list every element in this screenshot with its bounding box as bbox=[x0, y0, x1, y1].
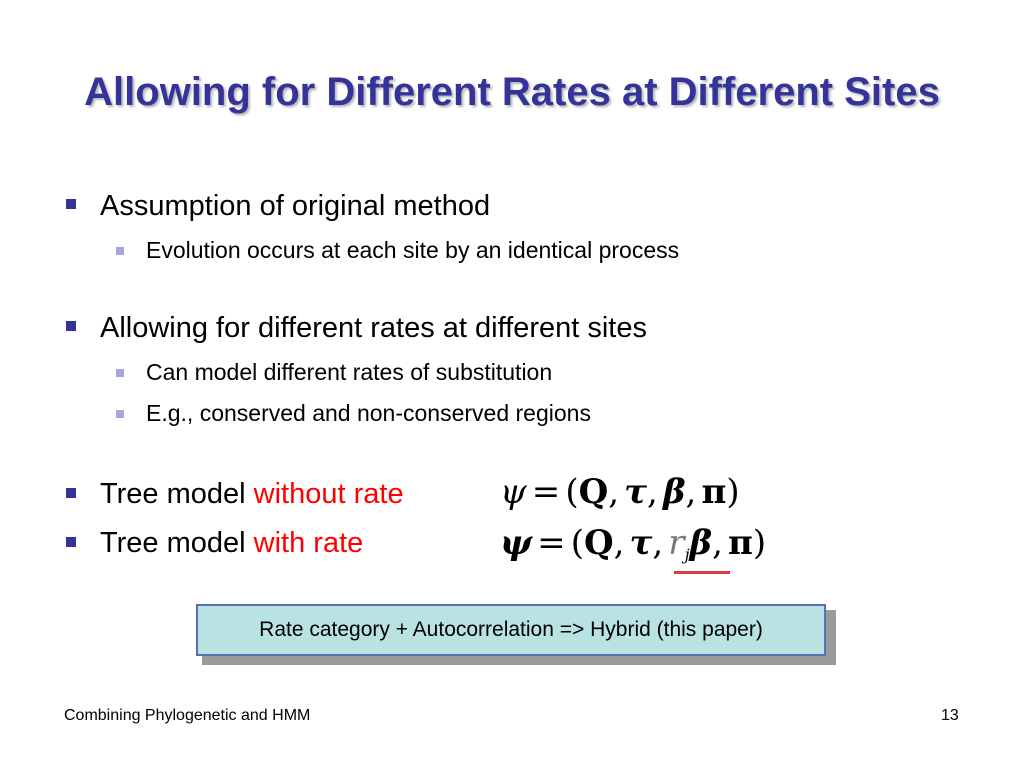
psi-symbol: ψ bbox=[500, 472, 527, 512]
equals-sign: = bbox=[531, 472, 561, 512]
bullet-marker bbox=[66, 199, 76, 209]
q-symbol: Q bbox=[578, 472, 609, 512]
page-number: 13 bbox=[941, 707, 959, 724]
open-paren: ( bbox=[570, 523, 584, 563]
close-paren: ) bbox=[726, 472, 740, 512]
tau-symbol: τ bbox=[629, 523, 653, 563]
bullet-marker bbox=[66, 537, 76, 547]
j-subscript: j bbox=[684, 545, 690, 564]
hybrid-callout-box bbox=[196, 604, 826, 656]
tree-model-label: Tree model bbox=[100, 527, 254, 559]
open-paren: ( bbox=[565, 472, 579, 512]
rate-underline bbox=[674, 571, 730, 574]
tau-symbol: τ bbox=[624, 472, 648, 512]
slide-title: Allowing for Different Rates at Different Sites bbox=[84, 70, 940, 114]
bullet-tree-model-with-rate bbox=[100, 527, 363, 560]
pi-symbol: π bbox=[728, 523, 753, 563]
sub-bullet-conserved-regions: E.g., conserved and non-conserved regions bbox=[146, 400, 591, 426]
psi-symbol: ψ bbox=[500, 523, 533, 563]
formula-with-rate: ψ = (Q, τ, rjβ, π) bbox=[500, 523, 767, 564]
sub-bullet-marker bbox=[116, 410, 124, 418]
r-symbol: r bbox=[668, 523, 685, 563]
bullet-marker bbox=[66, 321, 76, 331]
q-symbol: Q bbox=[583, 523, 614, 563]
bullet-assumption: Assumption of original method bbox=[100, 190, 491, 222]
beta-symbol: β bbox=[689, 523, 713, 563]
bullet-different-rates: Allowing for different rates at different sites bbox=[100, 312, 647, 344]
sub-bullet-marker bbox=[116, 369, 124, 377]
pi-symbol: π bbox=[701, 472, 727, 512]
formula-without-rate: ψ = (Q, τ, β, π) bbox=[500, 472, 740, 512]
equals-sign: = bbox=[537, 523, 566, 563]
footer-title: Combining Phylogenetic and HMM bbox=[64, 707, 311, 724]
tree-model-label: Tree model bbox=[100, 478, 254, 510]
close-paren: ) bbox=[752, 523, 767, 563]
sub-bullet-marker bbox=[116, 247, 124, 255]
without-rate-highlight: without rate bbox=[253, 478, 404, 510]
callout-text: Rate category + Autocorrelation => Hybrid (this paper) bbox=[259, 618, 763, 641]
sub-bullet-identical-process: Evolution occurs at each site by an identical process bbox=[146, 237, 680, 263]
beta-symbol: β bbox=[662, 472, 686, 512]
bullet-tree-model-without-rate bbox=[100, 478, 404, 511]
bullet-marker bbox=[66, 488, 76, 498]
sub-bullet-substitution-rates: Can model different rates of substitution bbox=[146, 359, 553, 385]
with-rate-highlight: with rate bbox=[253, 527, 364, 559]
